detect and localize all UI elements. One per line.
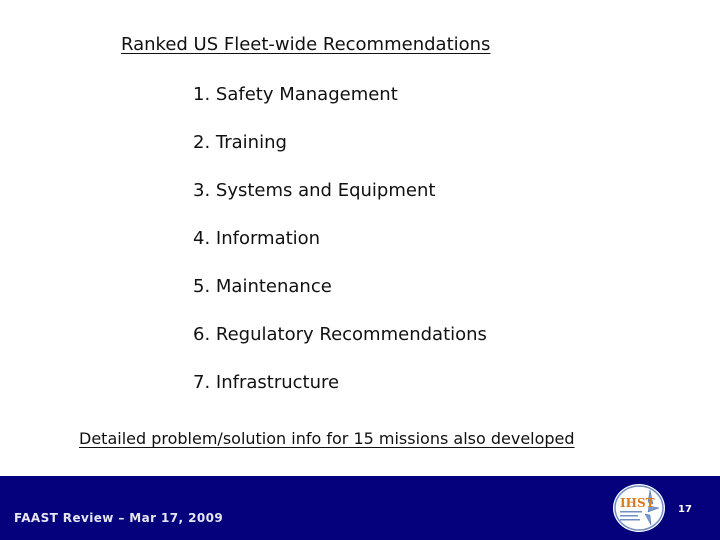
missions-note: Detailed problem/solution info for 15 missions also developed [79,429,575,448]
recommendation-item: 3. Systems and Equipment [193,180,436,201]
recommendation-item: 2. Training [193,132,287,153]
recommendation-item: 4. Information [193,228,321,249]
recommendation-item: 1. Safety Management [193,84,398,105]
page-number: 17 [678,504,692,515]
recommendation-item: 6. Regulatory Recommendations [193,324,487,345]
slide-title: Ranked US Fleet-wide Recommendations [121,34,491,55]
recommendation-item: 5. Maintenance [193,276,332,297]
svg-text:IHST: IHST [620,496,655,510]
recommendation-list [193,82,487,418]
recommendation-item: 7. Infrastructure [193,372,340,393]
ihst-logo [612,483,666,533]
footer-text: FAAST Review – Mar 17, 2009 [14,511,224,525]
footer-bar [0,476,720,540]
